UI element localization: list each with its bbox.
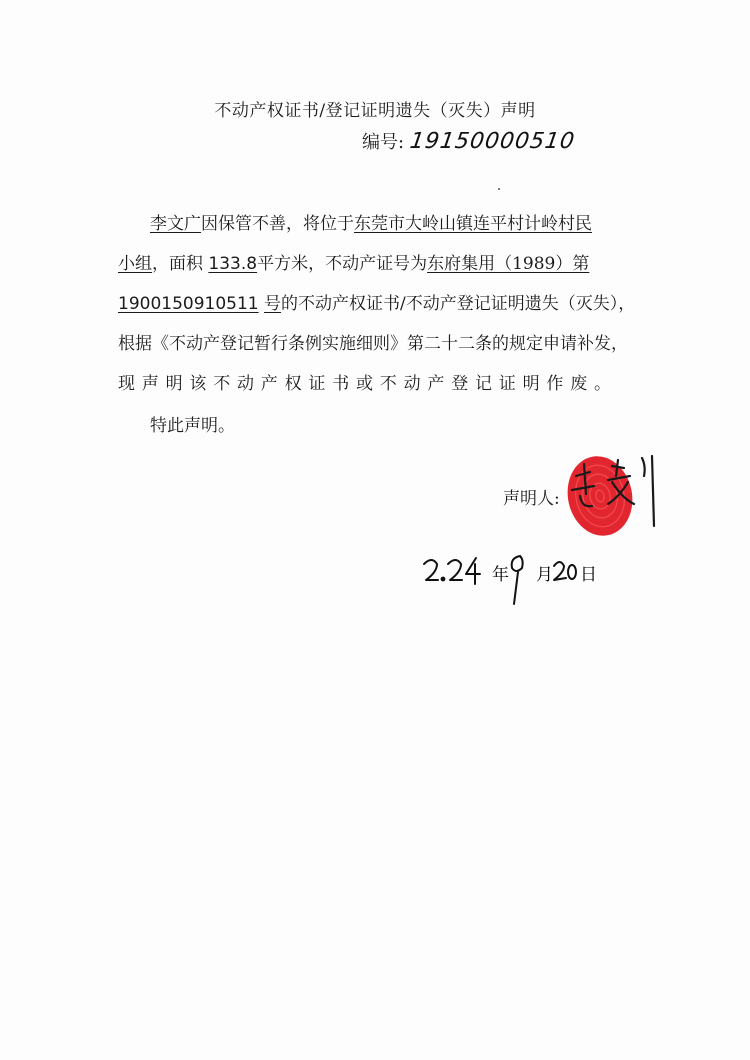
scan-speck bbox=[498, 188, 500, 190]
certificate-number-cont: 1900150910511 bbox=[118, 294, 259, 314]
property-location-cont: 小组 bbox=[118, 254, 152, 274]
body-line-5: 现声明该不动产权证书或不动产登记证明作废。 bbox=[118, 374, 618, 394]
body-line-4: 根据《不动产登记暂行条例实施细则》第二十二条的规定申请补发， bbox=[118, 334, 628, 354]
body-line-1 bbox=[150, 212, 640, 236]
property-location: 东莞市大岭山镇连平村计岭村民 bbox=[354, 214, 592, 234]
body-text: 平方米，不动产证号为 bbox=[257, 254, 428, 274]
certificate-number: 东府集用（1989）第 bbox=[427, 254, 590, 274]
month-unit: 月 bbox=[536, 565, 553, 585]
body-text: 因保管不善，将位于 bbox=[201, 214, 354, 234]
day-unit: 日 bbox=[580, 565, 597, 585]
number-label: 编号: bbox=[362, 132, 405, 153]
body-line-3 bbox=[118, 292, 638, 316]
applicant-name: 李文广 bbox=[150, 214, 201, 234]
property-area: 133.8 bbox=[208, 254, 258, 274]
certificate-number-suffix: 号 bbox=[264, 294, 282, 314]
body-text: ，面积 bbox=[152, 254, 203, 274]
document-title: 不动产权证书/登记证明遗失（灭失）声明 bbox=[214, 101, 536, 121]
signature-label: 声明人: bbox=[503, 489, 560, 509]
year-unit: 年 bbox=[492, 565, 509, 585]
fingerprint-seal bbox=[562, 446, 666, 542]
number-value: 19150000510 bbox=[408, 129, 577, 154]
body-line-2 bbox=[118, 252, 638, 276]
document-number bbox=[362, 128, 575, 154]
signing-date bbox=[420, 550, 620, 610]
body-text: 的不动产权证书/不动产登记证明遗失（灭失）， bbox=[281, 294, 636, 314]
closing-text: 特此声明。 bbox=[150, 416, 235, 436]
